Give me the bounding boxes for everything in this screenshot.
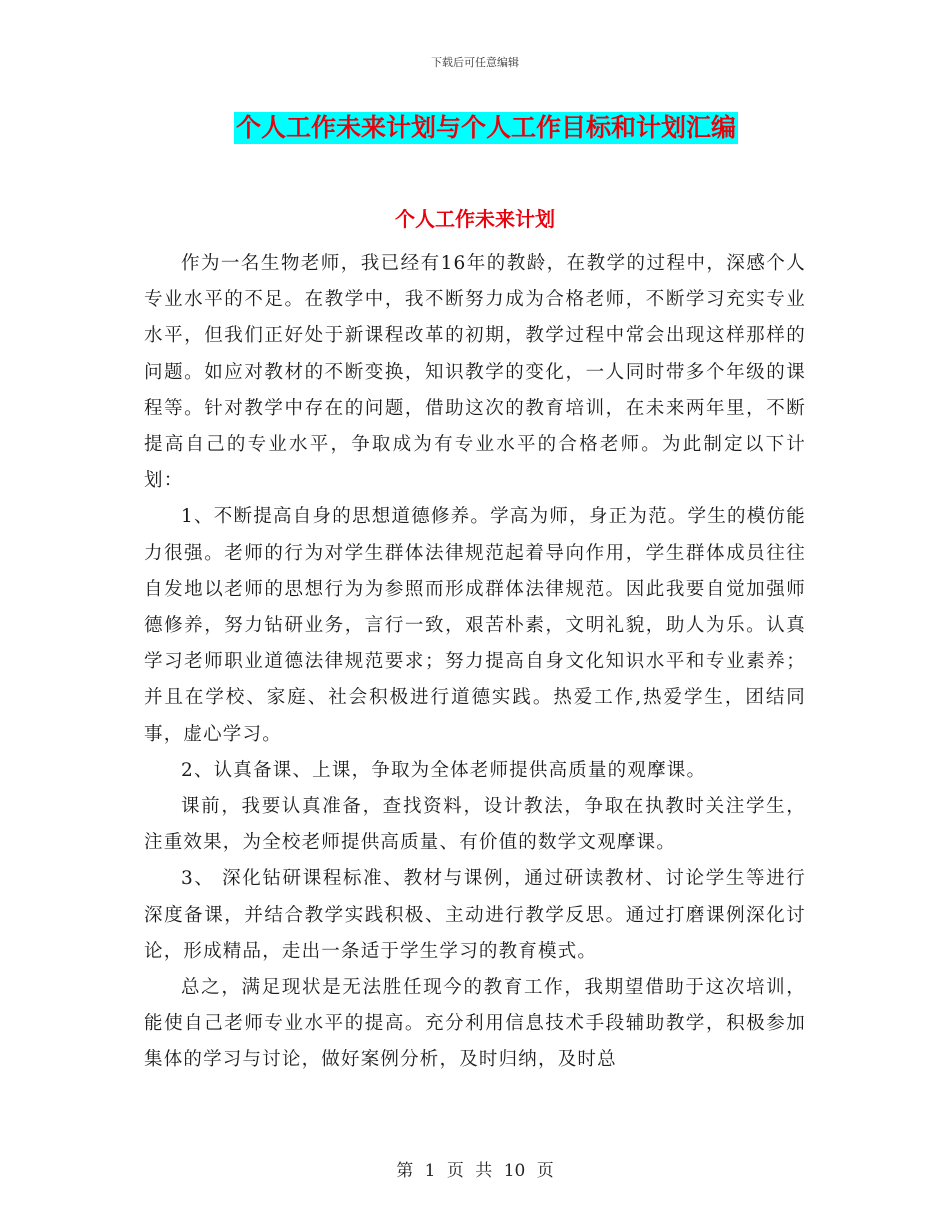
- paragraph: 3、 深化钻研课程标准、教材与课例，通过研读教材、讨论学生等进行深度备课，并结合教学实践积极、主动进行教学反思。通过打磨课例深化讨论，形成精品，走出一条适于学生学习的教育模式。: [144, 868, 806, 962]
- paragraph: 课前，我要认真准备，查找资料，设计教法，争取在执教时关注学生，注重效果，为全校老师提供高质量、有价值的数学文观摩课。: [144, 796, 806, 854]
- document-title: 个人工作未来计划与个人工作目标和计划汇编: [236, 113, 737, 142]
- paragraph: 作为一名生物老师，我已经有16年的教龄，在教学的过程中，深感个人专业水平的不足。在教学中，我不断努力成为合格老师，不断学习充实专业水平，但我们正好处于新课程改革的初期，教学过程中常会出现这样那样的问题。如应对教材的不断变换，知识教学的变化，一人同时带多个年级的课程等。针对教学中存在的问题，借助这次的教育培训，在未来两年里，不断提高自己的专业水平，争取成为有专业水平的合格老师。为此制定以下计划：: [144, 253, 806, 492]
- section-title: 个人工作未来计划: [395, 207, 555, 231]
- header-note: 下载后可任意编辑: [431, 56, 519, 69]
- paragraph: 1、不断提高自身的思想道德修养。学高为师，身正为范。学生的模仿能力很强。老师的行为对学生群体法律规范起着导向作用，学生群体成员往往自发地以老师的思想行为为参照而形成群体法律规范。因此我要自觉加强师德修养，努力钻研业务，言行一致，艰苦朴素，文明礼貌，助人为乐。认真学习老师职业道德法律规范要求；努力提高自身文化知识水平和专业素养；并且在学校、家庭、社会积极进行道德实践。热爱工作,热爱学生，团结同事，虚心学习。: [144, 506, 806, 745]
- paragraph: 2、认真备课、上课，争取为全体老师提供高质量的观摩课。: [181, 759, 707, 781]
- paragraph: 总之，满足现状是无法胜任现今的教育工作，我期望借助于这次培训，能使自己老师专业水平的提高。充分利用信息技术手段辅助教学，积极参加集体的学习与讨论，做好案例分析，及时归纳，及时总: [144, 977, 806, 1071]
- document-body: [144, 246, 806, 1079]
- page-footer: 第 1 页 共 10 页: [396, 1161, 554, 1181]
